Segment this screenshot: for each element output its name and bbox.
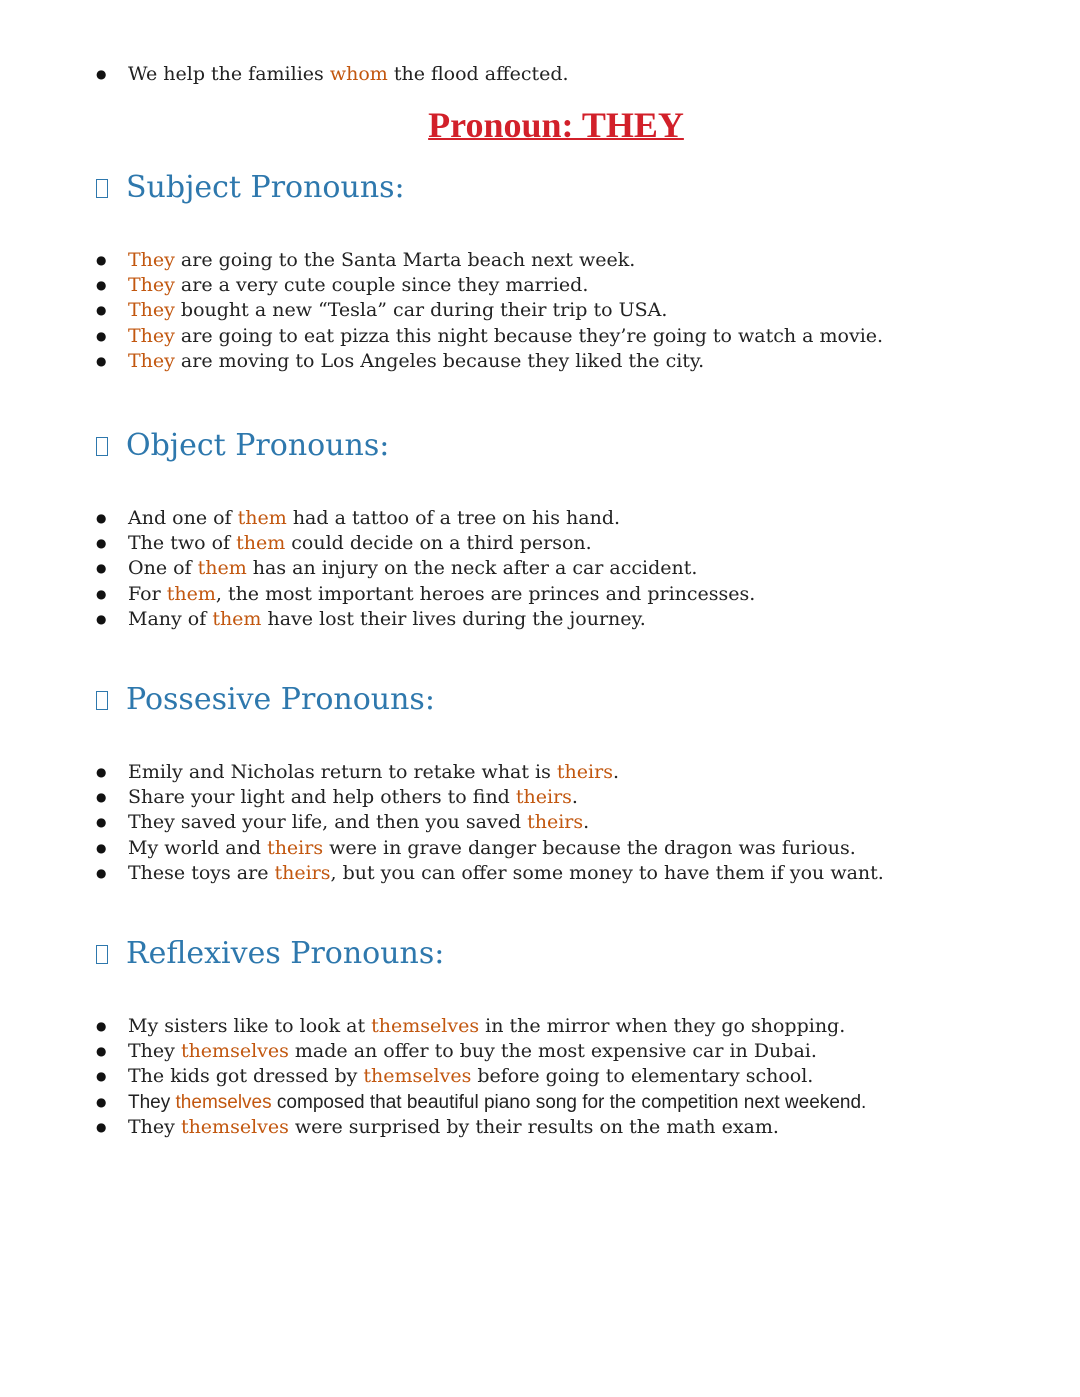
list-item: ● We help the families whom the flood affected. — [0, 62, 1000, 87]
section-heading-reflexive: Reflexives Pronouns: — [96, 936, 444, 971]
list-item: ● For them, the most important heroes are princes and princesses. — [0, 582, 1000, 607]
possessive-pronoun-list — [0, 760, 1000, 886]
list-item: ● They are a very cute couple since they married. — [0, 273, 1000, 298]
list-item: ● They are moving to Los Angeles because they liked the city. — [0, 349, 1000, 374]
list-item: ● The kids got dressed by themselves before going to elementary school. — [0, 1064, 1000, 1089]
list-item: ● And one of them had a tattoo of a tree on his hand. — [0, 506, 1000, 531]
list-item: ● Emily and Nicholas return to retake what is theirs. — [0, 760, 1000, 785]
section-heading-object: Object Pronouns: — [96, 428, 389, 463]
subject-pronoun-list — [0, 248, 1000, 374]
list-item: ● Share your light and help others to find theirs. — [0, 785, 1000, 810]
list-item: ● My world and theirs were in grave danger because the dragon was furious. — [0, 836, 1000, 861]
list-item: ● One of them has an injury on the neck after a car accident. — [0, 556, 1000, 581]
object-pronoun-list — [0, 506, 1000, 632]
page-title: Pronoun: THEY — [428, 105, 684, 145]
list-item: ● They themselves composed that beautiful piano song for the competition next weekend. — [0, 1090, 1000, 1115]
list-item: ● They are going to the Santa Marta beach next week. — [0, 248, 1000, 273]
section-heading-possessive: Possesive Pronouns: — [96, 682, 435, 717]
list-item: ● Many of them have lost their lives during the journey. — [0, 607, 1000, 632]
checkbox-icon — [96, 945, 108, 964]
reflexive-pronoun-list — [0, 1014, 1000, 1140]
list-item: ● The two of them could decide on a third person. — [0, 531, 1000, 556]
checkbox-icon — [96, 179, 108, 198]
list-item: ● They bought a new “Tesla” car during their trip to USA. — [0, 298, 1000, 323]
list-item: ● They are going to eat pizza this night because they’re going to watch a movie. — [0, 324, 1000, 349]
highlighted-word: whom — [329, 63, 388, 85]
list-item: ● They saved your life, and then you saved theirs. — [0, 810, 1000, 835]
checkbox-icon — [96, 437, 108, 456]
section-heading-subject: Subject Pronouns: — [96, 170, 405, 205]
intro-list — [0, 62, 1000, 87]
list-item: ● They themselves made an offer to buy the most expensive car in Dubai. — [0, 1039, 1000, 1064]
list-item: ● My sisters like to look at themselves in the mirror when they go shopping. — [0, 1014, 1000, 1039]
list-item: ● These toys are theirs, but you can offer some money to have them if you want. — [0, 861, 1000, 886]
list-item: ● They themselves were surprised by their results on the math exam. — [0, 1115, 1000, 1140]
checkbox-icon — [96, 691, 108, 710]
